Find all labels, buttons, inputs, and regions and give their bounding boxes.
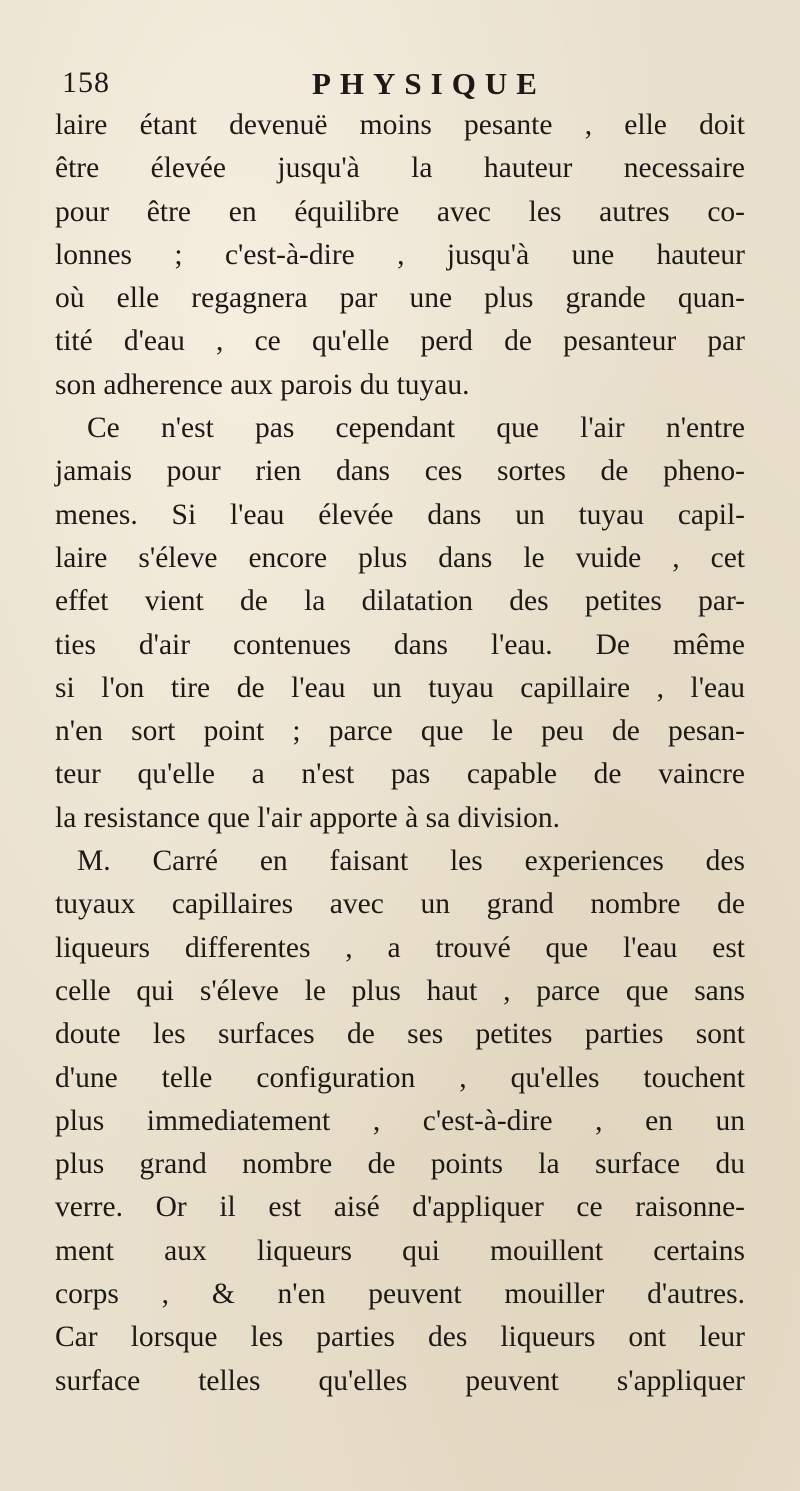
text-line: si l'on tire de l'eau un tuyau capillaire , l'eau [55,671,745,704]
text-line: où elle regagnera par une plus grande quan- [55,282,745,315]
text-line: d'une telle configuration , qu'elles touchent [55,1061,745,1094]
text-line: Car lorsque les parties des liqueurs ont leur [55,1321,745,1354]
text-line: celle qui s'éleve le plus haut , parce que sans [55,974,745,1007]
text-line: tité d'eau , ce qu'elle perd de pesanteur par [55,325,745,358]
text-line: ment aux liqueurs qui mouillent certains [55,1234,745,1267]
text-line: laire s'éleve encore plus dans le vuide , cet [55,541,745,574]
text-line: lonnes ; c'est-à-dire , jusqu'à une hauteur [55,238,745,271]
text-line: plus immediatement , c'est-à-dire , en un [55,1104,745,1137]
text-line: liqueurs differentes , a trouvé que l'eau est [55,931,745,964]
text-line: teur qu'elle a n'est pas capable de vaincre [55,758,745,791]
text-line: effet vient de la dilatation des petites par- [55,585,745,618]
text-line: surface telles qu'elles peuvent s'appliquer [55,1364,745,1397]
page-heading: PHYSIQUE [312,66,546,101]
text-line: corps , & n'en peuvent mouiller d'autres. [55,1278,745,1311]
text-line: verre. Or il est aisé d'appliquer ce raisonne- [55,1191,745,1224]
text-line: menes. Si l'eau élevée dans un tuyau capil- [55,498,745,531]
text-line: n'en sort point ; parce que le peu de pesan- [55,715,745,748]
page-number: 158 [62,66,110,99]
text-line: laire étant devenuë moins pesante , elle doit [55,109,745,141]
text-line: la resistance que l'air apporte à sa division. [55,801,561,834]
text-line: tuyaux capillaires avec un grand nombre de [55,888,745,921]
text-line: être élevée jusqu'à la hauteur necessaire [55,152,745,185]
running-head [62,66,752,106]
text-line: ties d'air contenues dans l'eau. De même [55,628,745,661]
text-line: M. Carré en faisant les experiences des [77,845,745,878]
text-line: jamais pour rien dans ces sortes de pheno- [55,455,745,488]
body-text [55,104,745,1403]
text-line: doute les surfaces de ses petites parties sont [55,1018,745,1051]
text-line: Ce n'est pas cependant que l'air n'entre [87,412,745,445]
text-line: pour être en équilibre avec les autres co- [55,195,745,228]
text-line: plus grand nombre de points la surface du [55,1148,745,1181]
text-line: son adherence aux parois du tuyau. [55,368,470,401]
